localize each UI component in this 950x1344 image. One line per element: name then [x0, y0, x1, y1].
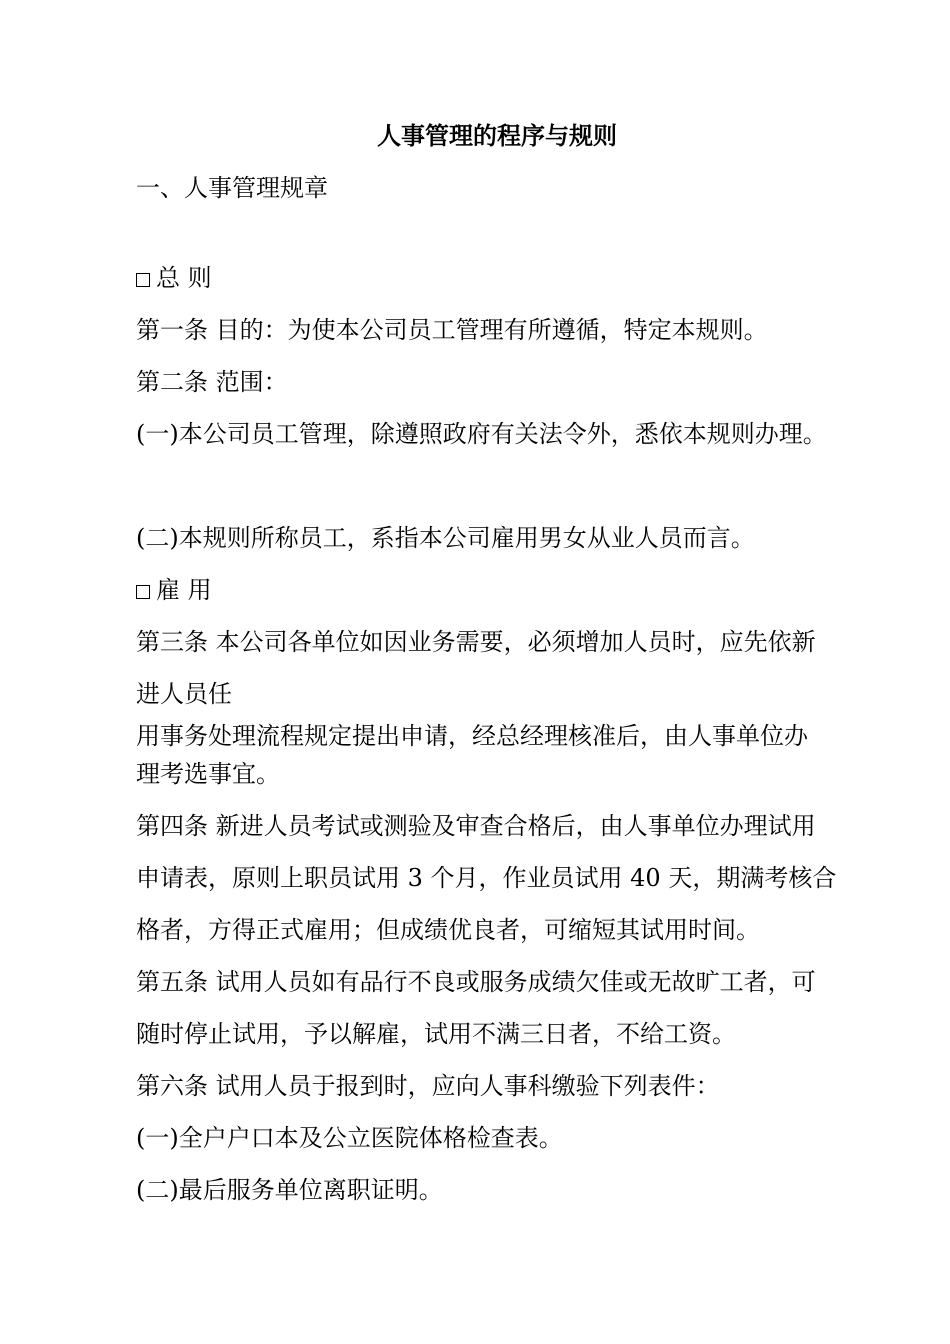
article-2: 第二条 范围： — [136, 368, 288, 396]
checkbox-icon — [136, 273, 150, 287]
general-heading — [136, 262, 212, 294]
article-4-line-1: 第四条 新进人员考试或测验及审查合格后，由人事单位办理试用 — [136, 812, 816, 840]
article-3-line-4: 理考选事宜。 — [136, 760, 280, 788]
article-4-line-3: 格者，方得正式雇用；但成绩优良者，可缩短其试用时间。 — [136, 916, 760, 944]
article-3-line-1: 第三条 本公司各单位如因业务需要，必须增加人员时，应先依新 — [136, 628, 816, 656]
section-heading: 一、人事管理规章 — [136, 174, 328, 202]
checkbox-icon — [136, 585, 150, 599]
article-3-line-2: 进人员任 — [136, 680, 232, 708]
article-6: 第六条 试用人员于报到时，应向人事科缴验下列表件： — [136, 1072, 720, 1100]
general-heading-label: 总 则 — [156, 264, 212, 292]
article-5-line-2: 随时停止试用，予以解雇，试用不满三日者，不给工资。 — [136, 1020, 736, 1048]
article-4-line-2: 申请表，原则上职员试用 3 个月，作业员试用 40 天，期满考核合 — [136, 864, 837, 892]
article-2-item-2: (二)本规则所称员工，系指本公司雇用男女从业人员而言。 — [136, 524, 755, 552]
document-title: 人事管理的程序与规则 — [377, 121, 617, 150]
article-6-item-2: (二)最后服务单位离职证明。 — [136, 1176, 443, 1204]
article-3-line-3: 用事务处理流程规定提出申请，经总经理核准后，由人事单位办 — [136, 722, 808, 750]
employment-heading-label: 雇 用 — [156, 576, 212, 604]
employment-heading — [136, 574, 212, 606]
article-1: 第一条 目的：为使本公司员工管理有所遵循，特定本规则。 — [136, 316, 768, 344]
article-2-item-1: (一)本公司员工管理，除遵照政府有关法令外，悉依本规则办理。 — [136, 420, 827, 448]
article-5-line-1: 第五条 试用人员如有品行不良或服务成绩欠佳或无故旷工者，可 — [136, 968, 816, 996]
article-6-item-1: (一)全户户口本及公立医院体格检查表。 — [136, 1124, 563, 1152]
